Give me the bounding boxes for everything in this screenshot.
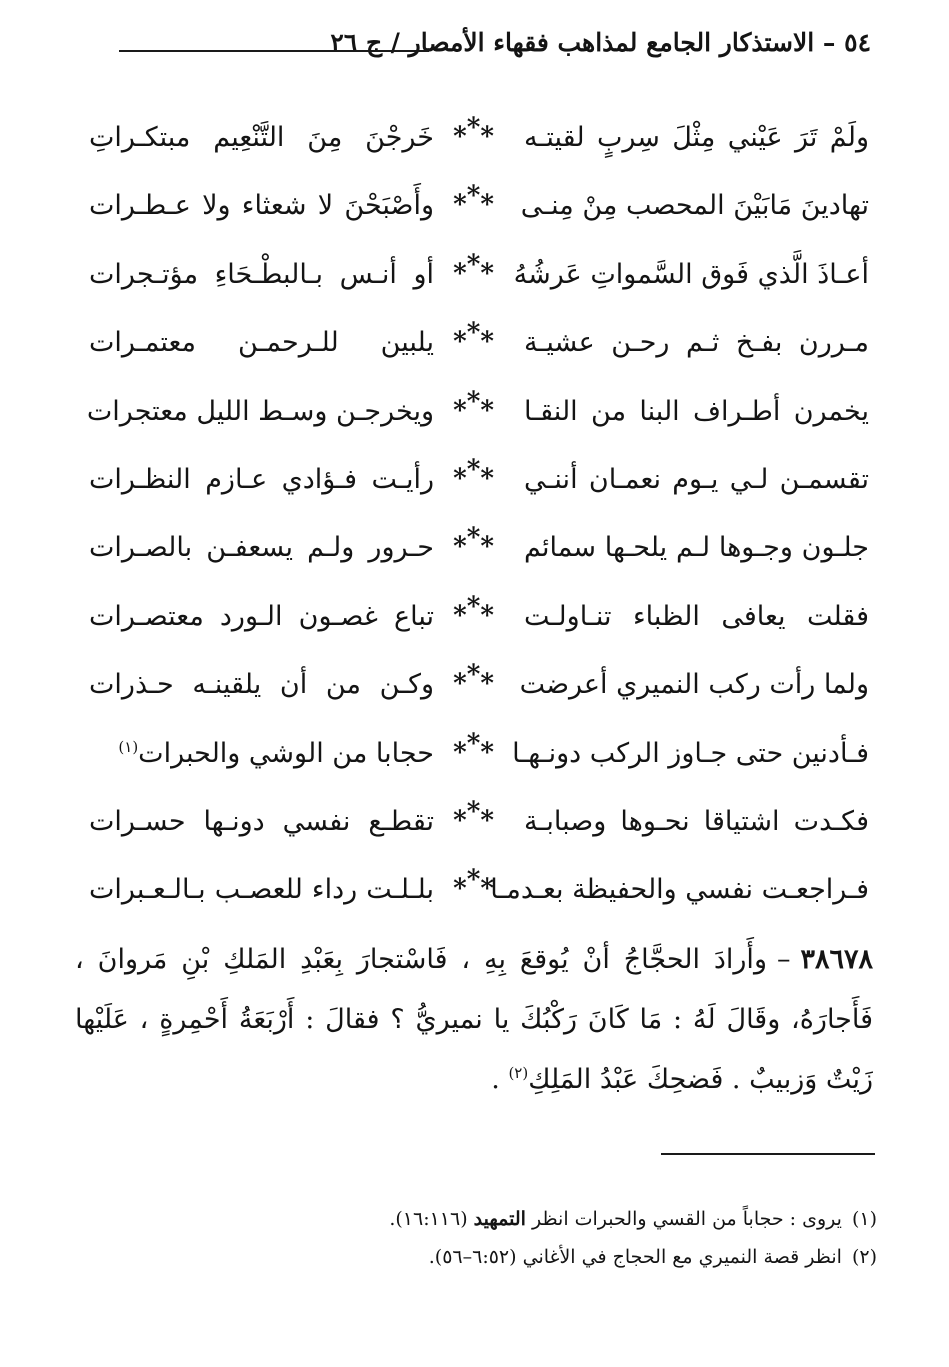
verse-line <box>89 856 869 924</box>
footnote-label: (٢) <box>851 1246 877 1268</box>
verse-separator <box>453 591 494 633</box>
footnote-book-title: التمهيد <box>473 1208 526 1230</box>
footnote-label: (١) <box>851 1208 877 1230</box>
asterisk: * <box>466 181 481 212</box>
asterisk: * <box>480 532 494 563</box>
verse-line <box>86 378 869 446</box>
second-hemistich <box>89 186 434 226</box>
verse-separator <box>453 660 494 701</box>
verse-line <box>89 309 869 377</box>
footnote-rule <box>661 1153 875 1155</box>
asterisk: * <box>466 660 481 691</box>
asterisk: * <box>453 327 467 358</box>
verse-separator <box>453 454 494 496</box>
asterisk: * <box>480 258 494 289</box>
verse-separator <box>453 728 494 770</box>
verse-separator <box>453 523 494 564</box>
asterisk: * <box>466 728 481 759</box>
asterisk: * <box>480 805 494 836</box>
asterisk: * <box>466 249 481 280</box>
second-hemistich-text: بلـلـت رداء للعصـب بـالـعـبرات <box>89 874 434 906</box>
footnote-text: انظر قصة النميري مع الحجاج في الأغاني (٦:٥٢–٥٦). <box>428 1246 842 1268</box>
poem <box>86 104 869 925</box>
prose-text: وأَرادَ الحجَّاجُ أنْ يُوقعَ بِهِ ، فَاسْتجارَ بِعَبْدِ المَلكِ بْنِ مَروانَ ، فَأَجارَهُ، وقَالَ لَهُ : مَا كَانَ رَكْبُكَ يا نميريُّ ؟ فقالَ : أَرْبَعَةُ أَحْمِرةٍ ، عَلَيْها زَيْتٌ وَزبيبٌ . فَضحِكَ عَبْدُ المَلِكِ <box>75 944 873 1095</box>
verse-separator <box>453 318 494 359</box>
second-hemistich-text: تباع غصـون الـورد معتصـرات <box>89 600 434 632</box>
prose-paragraph <box>75 930 873 1110</box>
verse-separator <box>453 796 494 838</box>
asterisk: * <box>480 463 494 494</box>
header-rule <box>119 50 429 52</box>
asterisk: * <box>480 395 494 426</box>
second-hemistich <box>89 255 434 295</box>
verse-separator <box>453 181 494 222</box>
verse-line <box>89 720 869 788</box>
first-hemistich: تقسمـن لـي يـوم نعمـان أننـي <box>524 463 869 495</box>
first-hemistich: ولَمْ تَرَ عَيْني مِثْلَ سِربٍ لقيتـه <box>524 122 869 153</box>
verse-line <box>89 514 869 582</box>
footnote-ref-2: (٢) <box>508 1064 529 1082</box>
verse-line <box>89 788 869 856</box>
asterisk: * <box>453 737 467 768</box>
asterisk: * <box>466 523 481 554</box>
asterisk: * <box>453 874 467 905</box>
verse-line <box>89 583 869 651</box>
first-hemistich: تهادينَ مَابَيْنَ المحصب مِنْ مِنـى <box>520 190 869 222</box>
first-hemistich: جلـون وجـوها لـم يلحـها سمائم <box>524 532 869 564</box>
second-hemistich-text: ويخرجـن وسـط الليل معتجرات <box>86 395 434 427</box>
asterisk: * <box>466 454 481 485</box>
entry-dash: – <box>776 944 791 975</box>
second-hemistich <box>89 323 434 363</box>
asterisk: * <box>480 874 494 905</box>
verse-line <box>89 172 869 240</box>
second-hemistich-text: حـرور ولـم يسعفـن بالصـرات <box>89 532 434 564</box>
second-hemistich <box>89 597 434 637</box>
first-hemistich: فقلت يعافى الظباء تنـاولـت <box>524 600 869 632</box>
asterisk: * <box>453 463 467 494</box>
first-hemistich: ولما رأت ركب النميري أعرضت <box>519 669 869 701</box>
verse-separator <box>453 249 494 291</box>
footnote-ref-1: (١) <box>118 737 139 756</box>
asterisk: * <box>453 532 467 563</box>
asterisk: * <box>466 318 481 349</box>
second-hemistich <box>89 870 434 910</box>
header-separator: – <box>822 28 836 57</box>
second-hemistich <box>89 528 434 568</box>
footnote-1 <box>77 1200 877 1238</box>
asterisk: * <box>480 600 494 631</box>
second-hemistich-text: رأيـت فـؤادي عـازم النظـرات <box>89 463 434 495</box>
first-hemistich: فـأدنين حتى جـاوز الركب دونـهـا <box>512 737 869 769</box>
second-hemistich-text: أو أنـس بـالبطْـحَاءِ مؤتـجرات <box>89 258 434 290</box>
entry-number: ٣٨٦٧٨ <box>800 944 873 975</box>
asterisk: * <box>480 737 494 768</box>
header-text <box>330 28 871 57</box>
verse-separator <box>453 386 494 428</box>
verse-separator <box>453 865 494 906</box>
asterisk: * <box>453 669 467 700</box>
second-hemistich-text: حجابا من الوشي والحبرات <box>138 737 434 769</box>
footnotes <box>77 1200 877 1276</box>
asterisk: * <box>480 122 494 152</box>
second-hemistich <box>89 734 434 774</box>
footnote-text: يروى : حجاباً من القسي والحبرات انظر <box>531 1208 842 1230</box>
verse-line <box>89 241 869 309</box>
verse-line <box>89 104 869 172</box>
second-hemistich <box>89 118 434 158</box>
first-hemistich: فـراجعـت نفسي والحفيظة بعـدمـا <box>490 874 869 906</box>
asterisk: * <box>453 600 467 631</box>
asterisk: * <box>466 386 481 417</box>
second-hemistich-text: وأَصْبَحْنَ لا شعثاء ولا عـطـرات <box>89 190 434 222</box>
footnote-citation: (١٦:١١٦). <box>389 1208 474 1230</box>
first-hemistich: مـررن بفـخ ثـم رحـن عشيـة <box>524 327 869 359</box>
asterisk: * <box>480 327 494 358</box>
asterisk: * <box>453 190 467 221</box>
book-title: الاستذكار الجامع لمذاهب فقهاء الأمصار / ج ٢٦ <box>330 28 815 57</box>
asterisk: * <box>466 865 481 896</box>
verse-line <box>89 651 869 719</box>
asterisk: * <box>466 591 481 622</box>
asterisk: * <box>453 258 467 289</box>
first-hemistich: فكـدت اشتياقا نحـوها وصبابـة <box>524 805 869 837</box>
second-hemistich-text: تقطـع نفسي دونـها حسـرات <box>89 805 434 837</box>
asterisk: * <box>453 805 467 836</box>
asterisk: * <box>466 796 481 827</box>
running-head <box>91 28 871 68</box>
second-hemistich <box>89 460 434 500</box>
prose-end: . <box>491 1064 509 1095</box>
second-hemistich <box>89 802 434 842</box>
verse-line <box>89 446 869 514</box>
page-number: ٥٤ <box>844 28 871 57</box>
second-hemistich <box>89 665 434 705</box>
second-hemistich <box>86 392 434 432</box>
asterisk: * <box>453 395 467 426</box>
second-hemistich-text: خَرجْنَ مِنَ التَّنْعِيم مبتكـراتِ <box>89 122 434 153</box>
first-hemistich: أعـاذَ الَّذي فَوق السَّمواتِ عَرشُهُ <box>513 258 869 290</box>
verse-separator <box>453 113 494 154</box>
second-hemistich-text: يلبين للـرحمـن معتمـرات <box>89 327 434 359</box>
asterisk: * <box>466 113 481 143</box>
footnote-2 <box>77 1238 877 1276</box>
asterisk: * <box>453 122 467 152</box>
first-hemistich: يخمرن أطـراف البنا من النقـا <box>524 395 869 427</box>
asterisk: * <box>480 190 494 221</box>
asterisk: * <box>480 669 494 700</box>
second-hemistich-text: وكـن من أن يلقينـه حـذرات <box>89 669 434 701</box>
